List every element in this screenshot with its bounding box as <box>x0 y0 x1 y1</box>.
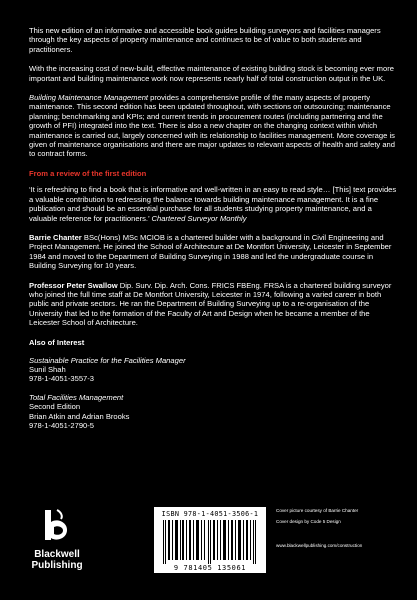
cover-credits <box>276 508 411 554</box>
author-text-2: Dip. Surv. Dip. Arch. Cons. FRICS FBEng. FRSA is a chartered building surveyor who joined the full time staff at De Montfort University, Leicester in 1974, following a varied career in both public and private sectors. He ran the Department of Building Surveying up to a re-organisation of the University that led to the formation of the Faculty of Art and Design when he became a member of the Leicester School of Architecture. <box>29 280 392 328</box>
review-quote-text: ‘It is refreshing to find a book that is informative and well-written in an easy to read style… [This] text provides a valuable contribution to redressing the balance towards building maintenance management. It is a fine publication and should be an essential purchase for all students studying property maintenance, and a valuable reference for practitioners.’ <box>29 185 397 223</box>
context-paragraph: With the increasing cost of new-build, effective maintenance of existing building stock is becoming ever more important and building maintenance work now represents nearly half of total construction output in the UK. <box>29 64 394 83</box>
barcode-isbn: ISBN 978-1-4051-3506-1 <box>161 510 259 518</box>
book-title: Building Maintenance Management <box>29 93 149 103</box>
author-name-2: Professor Peter Swallow <box>29 280 118 290</box>
author-text-1: BSc(Hons) MSc MCIOB is a chartered builder with a background in Civil Engineering and Project Management. He joined the School of Architecture at De Montfort University, Leicester in September 1984 and moved to the Department of Building Surveying in 1988 and led the undergraduate course in Building Surveying for 10 years. <box>29 232 392 271</box>
author-bio-2 <box>29 281 397 328</box>
back-cover-text <box>29 26 397 439</box>
related-book-authors: Brian Atkin and Adrian Brooks <box>29 411 130 421</box>
review-source: Chartered Surveyor Monthly <box>151 213 247 223</box>
related-book-isbn: 978-1-4051-3557-3 <box>29 374 95 384</box>
publisher-line-2: Publishing <box>31 560 83 571</box>
barcode-bars-icon <box>162 520 258 564</box>
publisher-logo <box>27 508 87 571</box>
publisher-name <box>27 549 87 571</box>
related-book-title: Total Facilities Management <box>29 392 124 402</box>
publisher-website: www.blackwellpublishing.com/construction <box>276 543 363 548</box>
related-book-authors: Sunil Shah <box>29 364 66 374</box>
review-heading: From a review of the first edition <box>29 168 147 178</box>
author-bio-1 <box>29 233 397 271</box>
related-book-2 <box>29 393 397 431</box>
barcode-digits: 9 781405 135061 <box>173 564 247 572</box>
related-book-edition: Second Edition <box>29 402 81 412</box>
description-paragraph <box>29 93 397 159</box>
picture-credit: Cover picture courtesy of Barrie Chanter <box>276 508 359 513</box>
publisher-line-1: Blackwell <box>34 549 80 560</box>
description-text: provides a comprehensive profile of the many aspects of property maintenance. This second edition has been updated throughout, with sections on outsourcing; maintenance planning; benchmarking and KPIs; and current trends in procurement routes (including partnering and the growth of PFI) integrated into the text. There is also a new chapter on the changing context within which maintenance is carried out, largely concerned with its relationship to facilities management. More coverage is given of maintenance organisations and there are major updates to relevant aspects of health and safety and to contract forms. <box>29 93 396 159</box>
related-book-title: Sustainable Practice for the Facilities Manager <box>29 355 186 365</box>
related-book-isbn: 978-1-4051-2790-5 <box>29 421 95 430</box>
author-name-1: Barrie Chanter <box>29 232 82 242</box>
design-credit: Cover design by Code 5 Design <box>276 519 341 524</box>
barcode <box>154 507 266 573</box>
also-of-interest-heading: Also of Interest <box>29 337 85 347</box>
intro-paragraph: This new edition of an informative and accessible book guides building surveyors and facilities managers through the key aspects of property maintenance and continues to be of value to both students and practitioners. <box>29 26 381 54</box>
related-book-1 <box>29 356 397 384</box>
review-quote <box>29 185 397 223</box>
blackwell-logo-icon <box>39 508 71 542</box>
